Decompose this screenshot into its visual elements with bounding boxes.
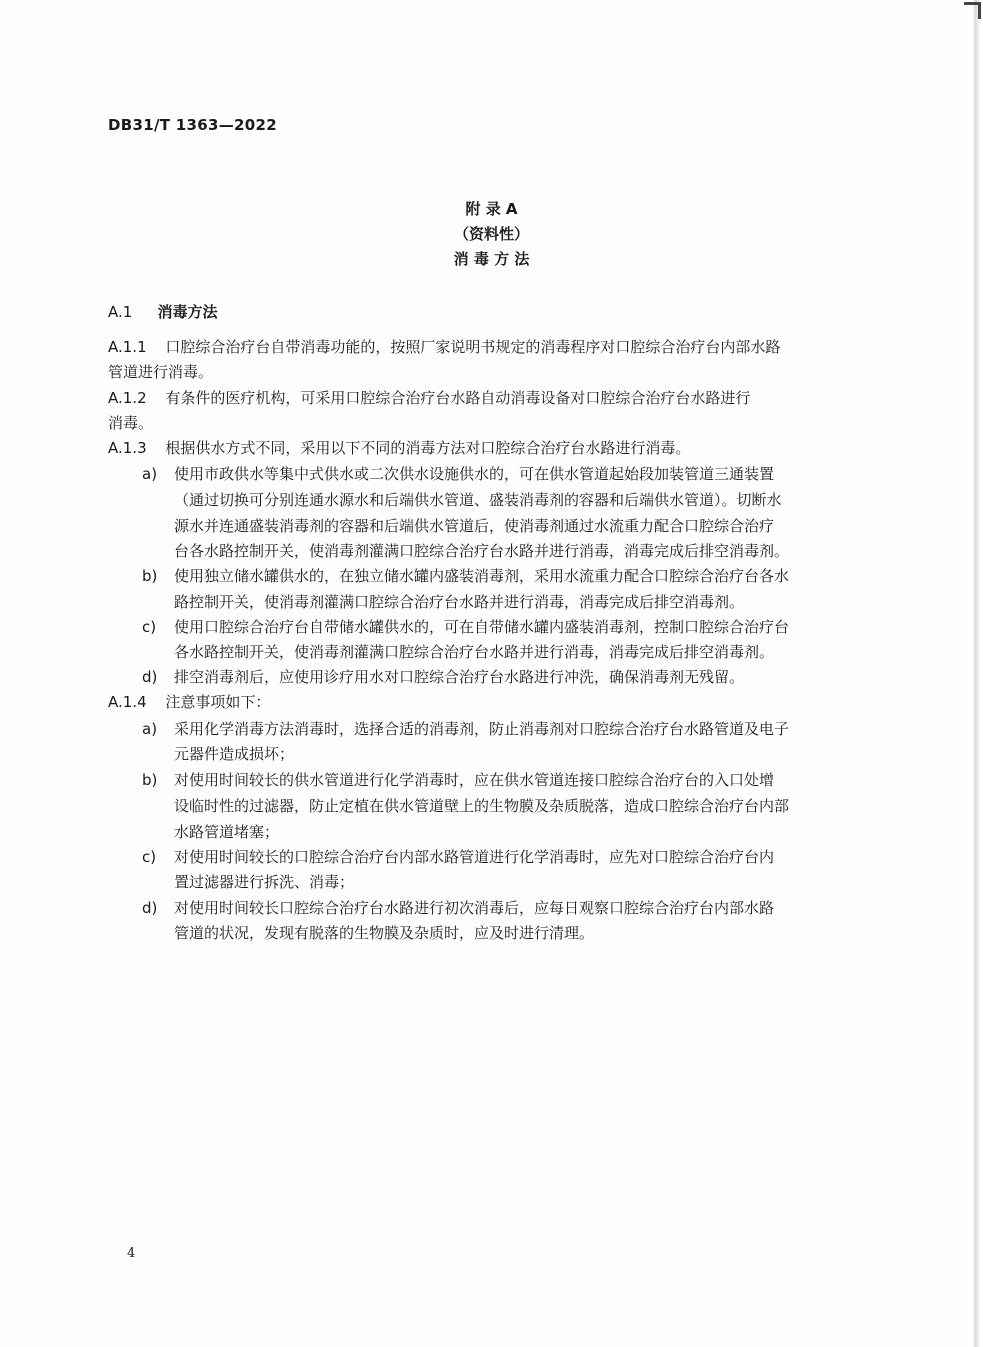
list-item-text: 路控制开关，使消毒剂灌满口腔综合治疗台水路并进行消毒，消毒完成后排空消毒剂。: [174, 593, 745, 611]
list-label-a: a): [142, 720, 158, 738]
appendix-subtitle: 消 毒 方 法: [453, 250, 530, 268]
clause-a11-line-1: [108, 337, 780, 357]
clause-number: A.1.1: [108, 338, 147, 356]
section-heading: [108, 302, 218, 322]
list-item-text: 使用独立储水罐供水的，在独立储水罐内盛装消毒剂，采用水流重力配合口腔综合治疗台各水: [174, 567, 790, 585]
clause-text: 根据供水方式不同，采用以下不同的消毒方法对口腔综合治疗台水路进行消毒。: [165, 439, 691, 457]
list-label-d: d): [142, 668, 158, 686]
clause-a13-line-1: [108, 438, 690, 458]
clause-a14-line-1: [108, 692, 270, 712]
list-item-text: 管道的状况，发现有脱落的生物膜及杂质时，应及时进行清理。: [174, 924, 595, 942]
clause-a12-line-2: 消毒。: [108, 414, 154, 432]
list-item-text: 元器件造成损坏；: [174, 745, 295, 763]
section-title: 消毒方法: [157, 303, 218, 321]
clause-text: 口腔综合治疗台自带消毒功能的，按照厂家说明书规定的消毒程序对口腔综合治疗台内部水路: [165, 338, 781, 356]
clause-a11-line-2: 管道进行消毒。: [108, 363, 214, 381]
clause-number: A.1.3: [108, 439, 147, 457]
list-item-text: 各水路控制开关，使消毒剂灌满口腔综合治疗台水路并进行消毒，消毒完成后排空消毒剂。: [174, 643, 775, 661]
list-item-text: 台各水路控制开关，使消毒剂灌满口腔综合治疗台水路并进行消毒，消毒完成后排空消毒剂。: [174, 542, 790, 560]
list-item-text: 源水并连通盛装消毒剂的容器和后端供水管道后，使消毒剂通过水流重力配合口腔综合治疗: [174, 517, 775, 535]
clause-text: 注意事项如下：: [165, 693, 271, 711]
clause-number: A.1.2: [108, 389, 147, 407]
list-label-c: c): [142, 618, 157, 636]
list-item-text: 置过滤器进行拆洗、消毒；: [174, 873, 355, 891]
list-item-text: （通过切换可分别连通水源水和后端供水管道、盛装消毒剂的容器和后端供水管道）。切断水: [174, 491, 782, 509]
clause-a12-line-1: [108, 388, 750, 408]
appendix-nature: （资料性）: [453, 225, 529, 243]
list-item-text: 水路管道堵塞；: [174, 823, 280, 841]
list-item-text: 使用市政供水等集中式供水或二次供水设施供水的，可在供水管道起始段加装管道三通装置: [174, 465, 775, 483]
scan-corner-mark: [964, 2, 981, 19]
list-item-text: 采用化学消毒方法消毒时，选择合适的消毒剂，防止消毒剂对口腔综合治疗台水路管道及电子: [174, 720, 790, 738]
list-label-c: c): [142, 848, 157, 866]
page-number: 4: [127, 1246, 136, 1261]
list-item-text: 对使用时间较长的口腔综合治疗台内部水路管道进行化学消毒时，应先对口腔综合治疗台内: [174, 848, 775, 866]
list-item-text: 排空消毒剂后，应使用诊疗用水对口腔综合治疗台水路进行冲洗，确保消毒剂无残留。: [174, 668, 745, 686]
list-item-text: 对使用时间较长的供水管道进行化学消毒时，应在供水管道连接口腔综合治疗台的入口处增: [174, 771, 775, 789]
section-number: A.1: [108, 303, 133, 321]
document-code: DB31/T 1363—2022: [108, 116, 277, 134]
list-label-d: d): [142, 899, 158, 917]
list-label-b: b): [142, 771, 158, 789]
list-label-a: a): [142, 465, 158, 483]
list-label-b: b): [142, 567, 158, 585]
list-item-text: 对使用时间较长口腔综合治疗台水路进行初次消毒后，应每日观察口腔综合治疗台内部水路: [174, 899, 775, 917]
clause-number: A.1.4: [108, 693, 147, 711]
clause-text: 有条件的医疗机构，可采用口腔综合治疗台水路自动消毒设备对口腔综合治疗台水路进行: [165, 389, 751, 407]
list-item-text: 使用口腔综合治疗台自带储水罐供水的，可在自带储水罐内盛装消毒剂，控制口腔综合治疗台: [174, 618, 790, 636]
appendix-title: 附 录 A: [465, 200, 518, 218]
list-item-text: 设临时性的过滤器，防止定植在供水管道壁上的生物膜及杂质脱落，造成口腔综合治疗台内部: [174, 797, 790, 815]
